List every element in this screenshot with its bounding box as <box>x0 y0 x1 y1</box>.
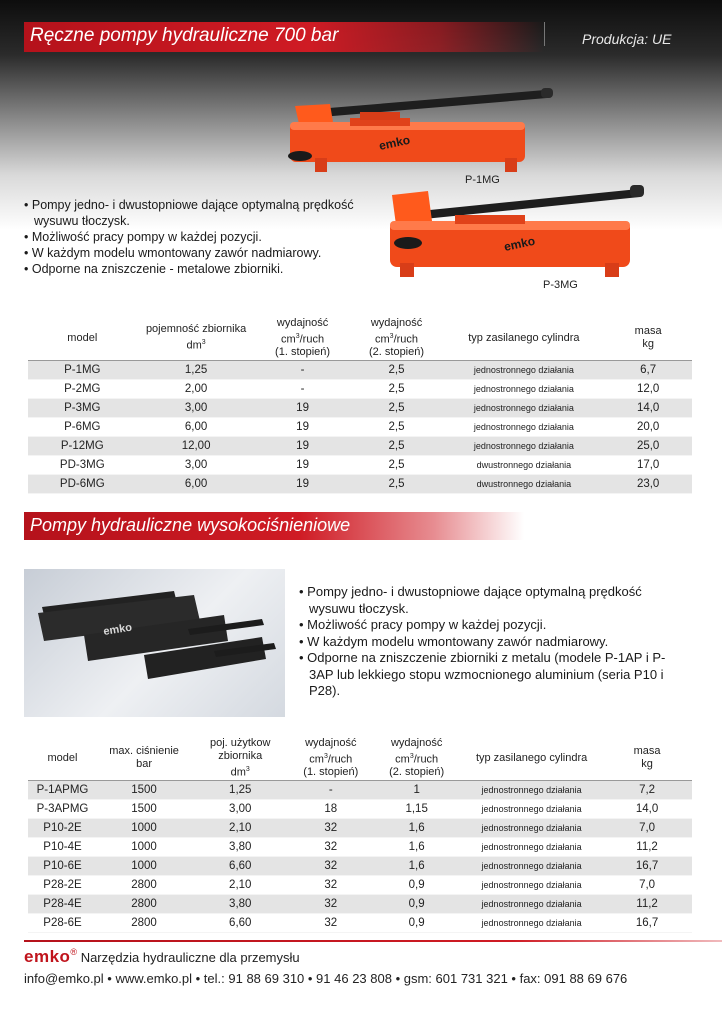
col-capacity: pojemność zbiornika $dm^3$ <box>137 316 256 361</box>
production-label: Produkcja: UE <box>582 31 672 47</box>
list-item: • Pompy jedno- i dwustopniowe dające optymalną prędkość wysuwu tłoczysk. <box>24 197 364 229</box>
col-mass: masa kg <box>604 316 692 361</box>
table-row: P28-4E 2800 3,80 32 0,9 jednostronnego działania 11,2 <box>28 895 692 914</box>
col-usable-capacity: poj. użytkow zbiornika $dm^3$ <box>191 736 289 781</box>
page-title: Ręczne pompy hydrauliczne 700 bar <box>30 25 339 46</box>
col-max-pressure: max. ciśnienie bar <box>97 736 191 781</box>
table-row: PD-3MG 3,00 19 2,5 dwustronnego działania 17,0 <box>28 456 692 475</box>
header-divider <box>544 22 545 46</box>
footer-tagline: Narzędzia hydrauliczne dla przemysłu <box>80 950 300 965</box>
table-row: P-3APMG 1500 3,00 18 1,15 jednostronnego działania 14,0 <box>28 800 692 819</box>
table-row: PD-6MG 6,00 19 2,5 dwustronnego działania 23,0 <box>28 475 692 494</box>
col-flow-stage1: wydajność $cm^3$/ruch (1. stopień) <box>256 316 350 361</box>
table-row: P-1APMG 1500 1,25 - 1 jednostronnego działania 7,2 <box>28 781 692 800</box>
photo-brand-label: emko <box>102 621 133 638</box>
registered-mark: ® <box>70 947 78 957</box>
col-model: model <box>28 316 137 361</box>
col-mass: masa kg <box>602 736 692 781</box>
list-item: • Odporne na zniszczenie zbiorniki z metalu (modele P-1AP i P-3AP lub lekkiego stopu wzmocnionego aluminium (seria P10 i P28). <box>299 650 679 700</box>
table-header-row <box>28 316 692 361</box>
list-item: • Możliwość pracy pompy w każdej pozycji. <box>24 229 364 245</box>
pump-brand-label: emko <box>377 132 412 153</box>
footer-contact: info@emko.pl • www.emko.pl • tel.: 91 88 69 310 • 91 46 23 808 • gsm: 601 731 321 • fax: 091 88 69 676 <box>24 971 628 986</box>
list-item: • Pompy jedno- i dwustopniowe dające optymalną prędkość wysuwu tłoczysk. <box>299 584 679 617</box>
pump-p3mg-image <box>380 183 650 283</box>
col-flow-stage2: wydajność $cm^3$/ruch (2. stopień) <box>372 736 461 781</box>
footer-brand-line <box>24 947 300 967</box>
col-model: model <box>28 736 97 781</box>
emko-logo: emko <box>24 947 71 966</box>
caption-p3mg: P-3MG <box>543 279 578 291</box>
pump-brand-label-2: emko <box>502 233 537 254</box>
spec-table-high-pressure <box>28 736 692 933</box>
spec-table-700bar <box>28 316 692 494</box>
pump-p1mg-image <box>275 88 555 178</box>
table-row: P-1MG 1,25 - 2,5 jednostronnego działania 6,7 <box>28 361 692 380</box>
section2-bullet-list <box>299 584 679 700</box>
table-row: P10-6E 1000 6,60 32 1,6 jednostronnego działania 16,7 <box>28 857 692 876</box>
table-row: P-3MG 3,00 19 2,5 jednostronnego działania 14,0 <box>28 399 692 418</box>
section2-title-bar <box>24 512 524 540</box>
pumps-illustration <box>24 569 285 717</box>
section2-title: Pompy hydrauliczne wysokociśnieniowe <box>30 515 351 535</box>
caption-p1mg: P-1MG <box>465 174 500 186</box>
table-row: P28-2E 2800 2,10 32 0,9 jednostronnego działania 7,0 <box>28 876 692 895</box>
col-cylinder-type: typ zasilanego cylindra <box>444 316 605 361</box>
table-row: P-12MG 12,00 19 2,5 jednostronnego działania 25,0 <box>28 437 692 456</box>
table-row: P10-2E 1000 2,10 32 1,6 jednostronnego działania 7,0 <box>28 819 692 838</box>
list-item: • Odporne na zniszczenie - metalowe zbiorniki. <box>24 261 364 277</box>
col-flow-stage2: wydajność $cm^3$/ruch (2. stopień) <box>350 316 444 361</box>
high-pressure-pumps-photo <box>24 569 285 717</box>
list-item: • W każdym modelu wmontowany zawór nadmiarowy. <box>24 245 364 261</box>
list-item: • W każdym modelu wmontowany zawór nadmiarowy. <box>299 634 679 651</box>
table-row: P-2MG 2,00 - 2,5 jednostronnego działania 12,0 <box>28 380 692 399</box>
table-row: P28-6E 2800 6,60 32 0,9 jednostronnego działania 16,7 <box>28 914 692 933</box>
section1-bullet-list <box>24 197 364 277</box>
col-flow-stage1: wydajność $cm^3$/ruch (1. stopień) <box>289 736 372 781</box>
title-bar <box>24 22 544 52</box>
table-row: P10-4E 1000 3,80 32 1,6 jednostronnego działania 11,2 <box>28 838 692 857</box>
table-header-row <box>28 736 692 781</box>
table-row: P-6MG 6,00 19 2,5 jednostronnego działania 20,0 <box>28 418 692 437</box>
list-item: • Możliwość pracy pompy w każdej pozycji. <box>299 617 679 634</box>
col-cylinder-type: typ zasilanego cylindra <box>461 736 602 781</box>
footer-divider <box>24 940 722 942</box>
